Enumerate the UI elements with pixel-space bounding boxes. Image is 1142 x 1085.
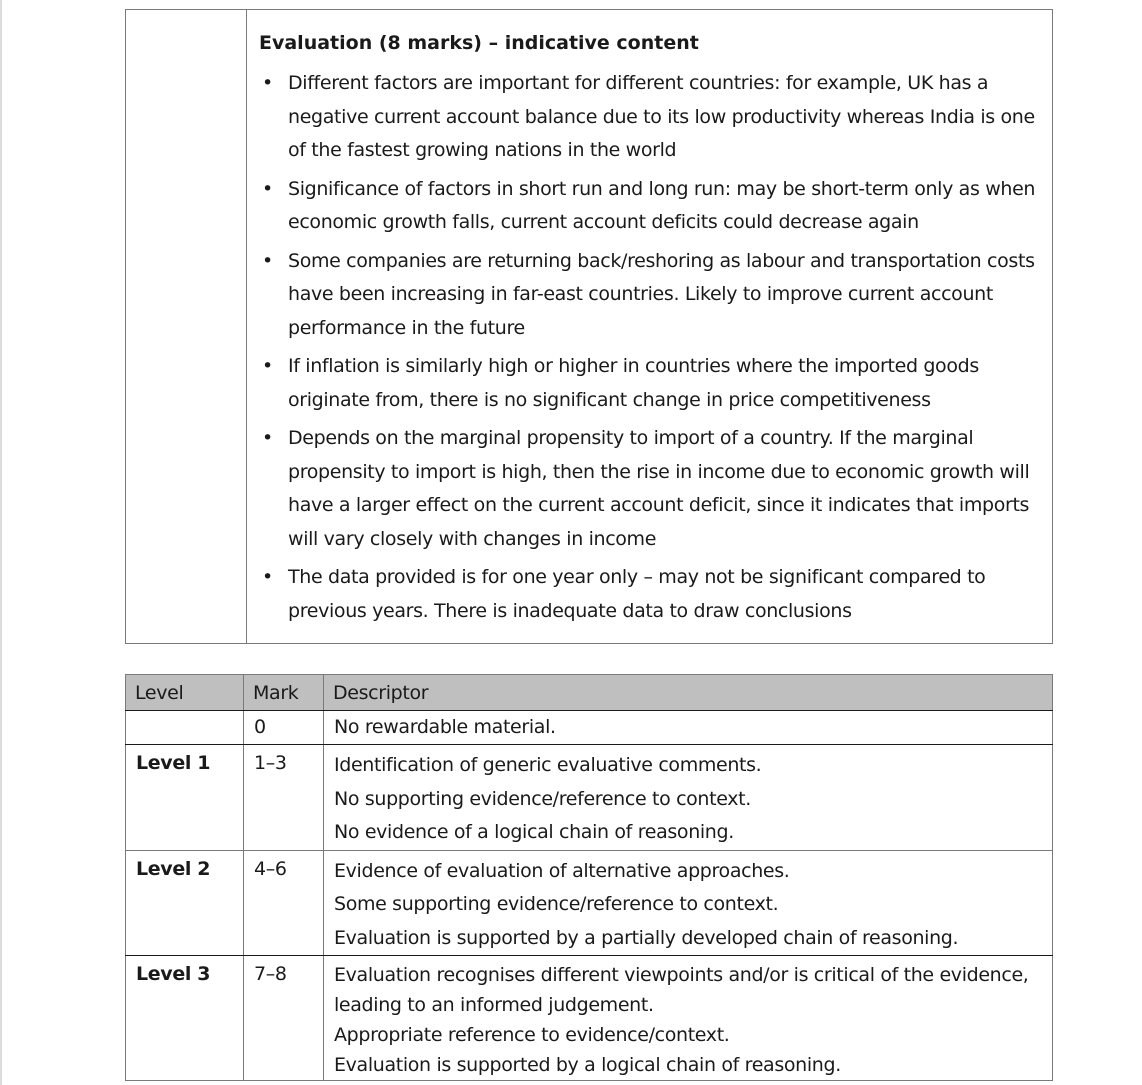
header-level: Level: [126, 675, 244, 711]
descriptor-cell: [324, 711, 1053, 745]
evaluation-point-text: Different factors are important for different countries: for example, UK has a negative current account balance due to its low productivity whereas India is one of the fastest growing nations in the world: [288, 72, 1035, 161]
descriptor-line: Appropriate reference to evidence/context.: [334, 1024, 730, 1046]
header-mark: Mark: [244, 675, 324, 711]
evaluation-point: [259, 350, 1038, 417]
evaluation-point-text: Depends on the marginal propensity to import of a country. If the marginal propensity to import is high, then the rise in income due to economic growth will have a larger effect on the current account deficit, since it indicates that imports will vary closely with changes in income: [288, 427, 1030, 550]
evaluation-point: [259, 67, 1038, 168]
evaluation-point: [259, 422, 1038, 556]
mark-cell: 7–8: [244, 956, 324, 1081]
evaluation-point-text: If inflation is similarly high or higher in countries where the imported goods originate from, there is no significant change in price competitiveness: [288, 355, 979, 411]
indicative-content-cell: [247, 10, 1053, 644]
mark-cell: 0: [244, 711, 324, 745]
indicative-content-row: [126, 10, 1053, 644]
descriptor-line: No supporting evidence/reference to context.: [334, 787, 751, 810]
descriptor-line: Evaluation is supported by a partially developed chain of reasoning.: [334, 926, 959, 949]
descriptor-cell: [324, 850, 1053, 956]
descriptor-cell: [324, 745, 1053, 851]
bullet-icon: •: [262, 566, 273, 588]
mark-scheme-page: [125, 9, 1053, 1081]
mark-cell: 4–6: [244, 850, 324, 956]
descriptor-line: Evidence of evaluation of alternative approaches.: [334, 859, 790, 882]
blank-question-cell: [126, 10, 247, 644]
descriptor-line: Some supporting evidence/reference to context.: [334, 893, 779, 915]
evaluation-point: [259, 173, 1038, 240]
table-row: [126, 745, 1053, 851]
bullet-icon: •: [262, 249, 273, 272]
bullet-icon: •: [262, 177, 273, 200]
bullet-icon: •: [262, 72, 273, 94]
indicative-content-table: [125, 9, 1053, 644]
descriptor-line: Evaluation is supported by a logical chain of reasoning.: [334, 1054, 841, 1076]
level-cell: Level 3: [126, 956, 244, 1081]
evaluation-point-text: The data provided is for one year only – may not be significant compared to previous years. There is inadequate data to draw conclusions: [288, 566, 986, 622]
evaluation-point: [259, 245, 1038, 346]
descriptor-line: No rewardable material.: [334, 716, 556, 738]
level-cell: [126, 711, 244, 745]
mark-cell: 1–3: [244, 745, 324, 851]
evaluation-point-text: Significance of factors in short run and long run: may be short-term only as when economic growth falls, current account deficits could decrease again: [288, 177, 1036, 233]
level-cell: Level 2: [126, 850, 244, 956]
bullet-icon: •: [262, 427, 273, 449]
evaluation-point-text: Some companies are returning back/reshoring as labour and transportation costs have been increasing in far-east countries. Likely to improve current account performance in the future: [288, 249, 1035, 339]
level-cell: Level 1: [126, 745, 244, 851]
descriptor-line: Evaluation recognises different viewpoints and/or is critical of the evidence, leading to an informed judgement.: [334, 964, 1029, 1016]
levels-table-header-row: [126, 675, 1053, 711]
evaluation-heading: Evaluation (8 marks) – indicative content: [259, 32, 699, 54]
evaluation-point: [259, 561, 1038, 628]
header-descriptor: Descriptor: [324, 675, 1053, 711]
descriptor-cell: [324, 956, 1053, 1081]
table-row: [126, 956, 1053, 1081]
page-left-edge: [0, 0, 2, 1085]
levels-descriptor-table: [125, 674, 1053, 1081]
descriptor-line: No evidence of a logical chain of reasoning.: [334, 821, 734, 843]
evaluation-points-list: [259, 67, 1038, 628]
descriptor-line: Identification of generic evaluative comments.: [334, 754, 762, 776]
table-row: [126, 711, 1053, 745]
table-row: [126, 850, 1053, 956]
bullet-icon: •: [262, 355, 273, 377]
